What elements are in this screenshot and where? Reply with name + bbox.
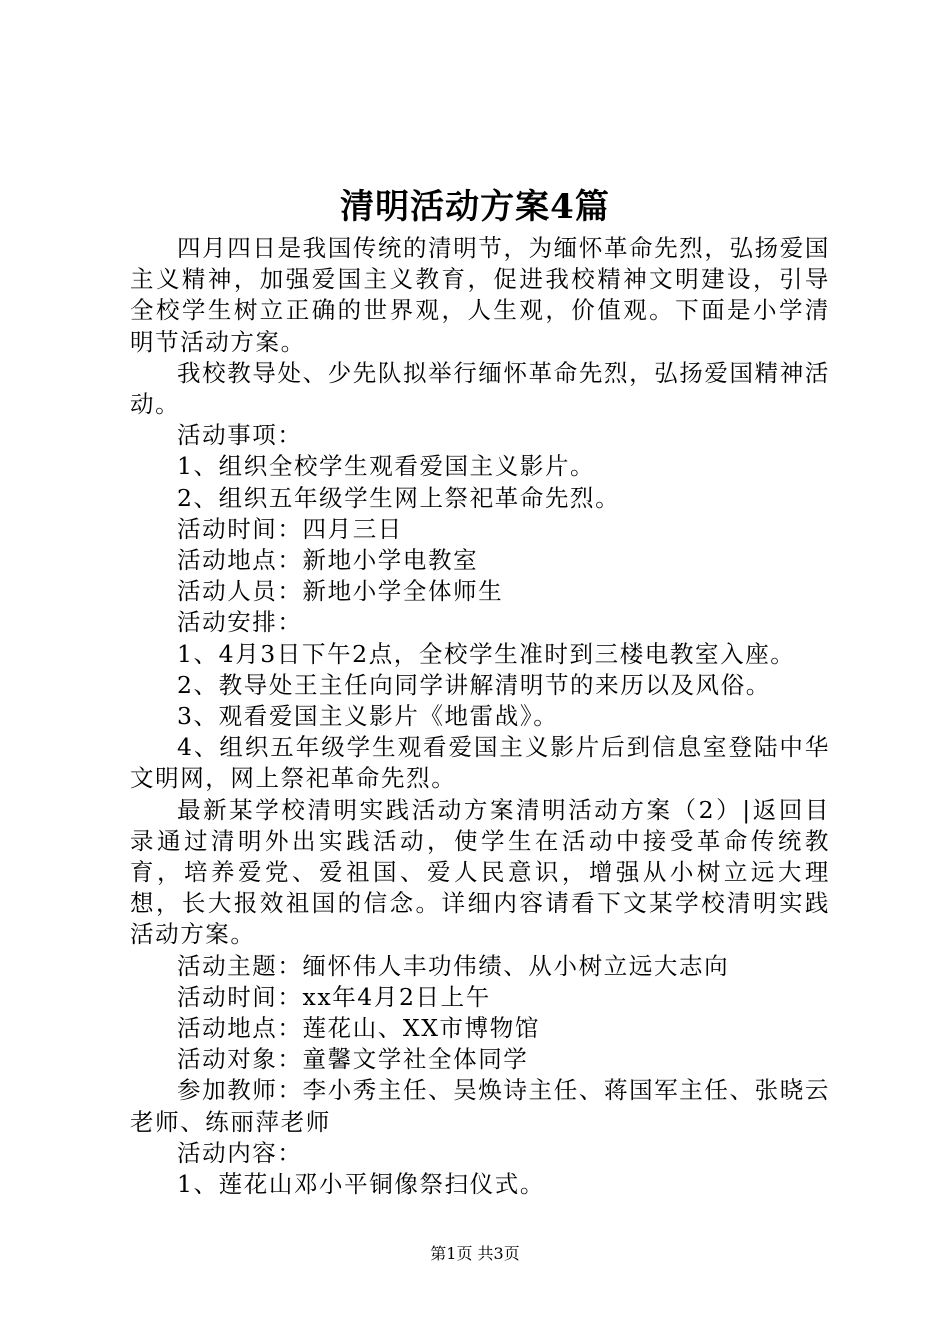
page-footer: 第1页 共3页 (430, 1244, 520, 1263)
paragraph: 活动事项： (177, 421, 303, 450)
paragraph: 活动主题：缅怀伟人丰功伟绩、从小树立远大志向 (177, 951, 730, 980)
paragraph: 活动安排： (177, 608, 303, 637)
paragraph: 1、4月3日下午2点，全校学生准时到三楼电教室入座。 (177, 639, 796, 668)
paragraph: 1、组织全校学生观看爱国主义影片。 (177, 452, 596, 481)
paragraph: 3、观看爱国主义影片《地雷战》。 (177, 702, 559, 731)
paragraph: 活动时间：四月三日 (177, 514, 403, 543)
paragraph: 四月四日是我国传统的清明节，为缅怀革命先烈，弘扬爱国主义精神，加强爱国主义教育，促进我校精神文明建设，引导全校学生树立正确的世界观，人生观，价值观。下面是小学清明节活动方案。 (130, 234, 830, 356)
document-title: 清明活动方案4篇 (340, 187, 610, 227)
paragraph: 1、莲花山邓小平铜像祭扫仪式。 (177, 1170, 545, 1199)
paragraph: 活动地点：莲花山、XX市博物馆 (177, 1014, 540, 1043)
paragraph: 我校教导处、少先队拟举行缅怀革命先烈，弘扬爱国精神活动。 (130, 358, 830, 419)
paragraph: 参加教师：李小秀主任、吴焕诗主任、蒋国军主任、张晓云老师、练丽萍老师 (130, 1076, 830, 1136)
paragraph: 4、组织五年级学生观看爱国主义影片后到信息室登陆中华文明网，网上祭祀革命先烈。 (130, 733, 830, 793)
document-body (130, 233, 830, 1200)
paragraph: 2、教导处王主任向同学讲解清明节的来历以及风俗。 (177, 670, 771, 699)
paragraph: 最新某学校清明实践活动方案清明活动方案（2）|返回目录通过清明外出实践活动，使学生在活动中接受革命传统教育，培养爱党、爱祖国、爱人民意识，增强从小树立远大理想，长大报效祖国的信念。详细内容请看下文某学校清明实践活动方案。 (130, 795, 830, 949)
paragraph: 活动地点：新地小学电教室 (177, 546, 479, 575)
paragraph: 活动时间：xx年4月2日上午 (177, 982, 491, 1011)
paragraph: 活动人员：新地小学全体师生 (177, 577, 504, 606)
paragraph: 活动对象：童馨文学社全体同学 (177, 1045, 529, 1074)
paragraph: 2、组织五年级学生网上祭祀革命先烈。 (177, 483, 621, 512)
paragraph: 活动内容： (177, 1138, 303, 1167)
